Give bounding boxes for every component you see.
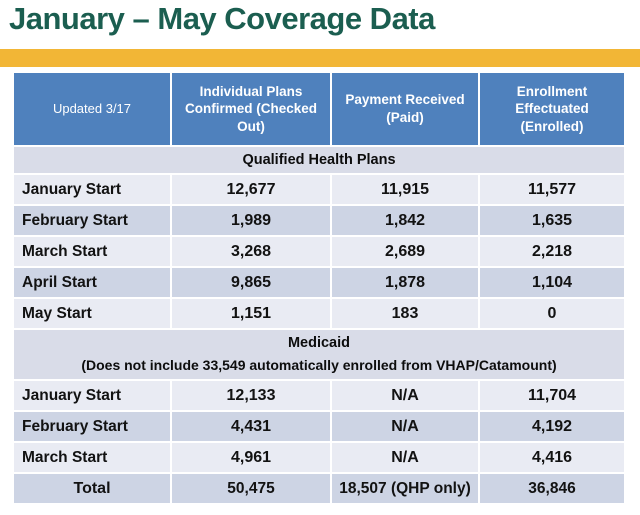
- row-label: April Start: [14, 268, 170, 297]
- cell-confirmed: 1,989: [172, 206, 330, 235]
- coverage-table: [12, 71, 626, 505]
- cell-paid: N/A: [332, 412, 478, 441]
- cell-enrolled: 1,104: [480, 268, 624, 297]
- row-label: February Start: [14, 412, 170, 441]
- row-label: January Start: [14, 175, 170, 204]
- page-title: January – May Coverage Data: [9, 1, 435, 36]
- cell-paid: 11,915: [332, 175, 478, 204]
- row-label: March Start: [14, 237, 170, 266]
- cell-enrolled: 1,635: [480, 206, 624, 235]
- total-confirmed: 50,475: [172, 474, 330, 503]
- total-row: [14, 474, 624, 503]
- row-label: February Start: [14, 206, 170, 235]
- header-enrollment-effectuated: Enrollment Effectuated (Enrolled): [480, 73, 624, 145]
- section-header-qhp: [14, 147, 624, 173]
- section-title: Medicaid: [287, 335, 351, 352]
- table-row: [14, 206, 624, 235]
- gold-divider-bar: [0, 49, 640, 67]
- cell-confirmed: 12,677: [172, 175, 330, 204]
- row-label: March Start: [14, 443, 170, 472]
- cell-paid: N/A: [332, 443, 478, 472]
- table-row: [14, 268, 624, 297]
- total-enrolled: 36,846: [480, 474, 624, 503]
- header-individual-plans-confirmed: Individual Plans Confirmed (Checked Out): [172, 73, 330, 145]
- row-label: January Start: [14, 381, 170, 410]
- cell-confirmed: 9,865: [172, 268, 330, 297]
- cell-paid: 1,842: [332, 206, 478, 235]
- section-header-medicaid: [14, 330, 624, 379]
- header-updated: Updated 3/17: [14, 73, 170, 145]
- table-header-row: [14, 73, 624, 145]
- total-label: Total: [14, 474, 170, 503]
- cell-enrolled: 11,577: [480, 175, 624, 204]
- table-row: [14, 299, 624, 328]
- section-title: Qualified Health Plans: [14, 147, 624, 173]
- cell-confirmed: 3,268: [172, 237, 330, 266]
- cell-paid: N/A: [332, 381, 478, 410]
- cell-enrolled: 0: [480, 299, 624, 328]
- cell-enrolled: 4,192: [480, 412, 624, 441]
- table-row: [14, 381, 624, 410]
- cell-paid: 2,689: [332, 237, 478, 266]
- table-row: [14, 412, 624, 441]
- total-paid: 18,507 (QHP only): [332, 474, 478, 503]
- cell-paid: 183: [332, 299, 478, 328]
- cell-enrolled: 2,218: [480, 237, 624, 266]
- section-subtitle: (Does not include 33,549 automatically enrolled from VHAP/Catamount): [81, 356, 557, 373]
- cell-enrolled: 4,416: [480, 443, 624, 472]
- cell-confirmed: 1,151: [172, 299, 330, 328]
- cell-enrolled: 11,704: [480, 381, 624, 410]
- header-payment-received: Payment Received (Paid): [332, 73, 478, 145]
- cell-confirmed: 12,133: [172, 381, 330, 410]
- row-label: May Start: [14, 299, 170, 328]
- table-row: [14, 443, 624, 472]
- table-row: [14, 175, 624, 204]
- table-row: [14, 237, 624, 266]
- cell-confirmed: 4,431: [172, 412, 330, 441]
- cell-confirmed: 4,961: [172, 443, 330, 472]
- cell-paid: 1,878: [332, 268, 478, 297]
